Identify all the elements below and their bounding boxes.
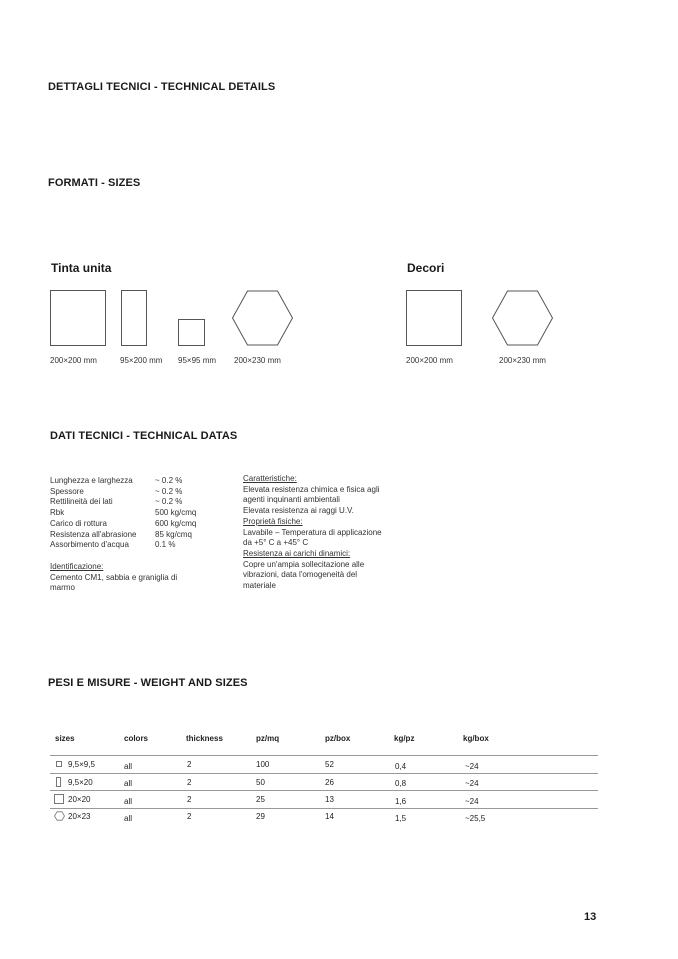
feature-line: agenti inquinanti ambientali [243, 495, 340, 505]
rectangle-95x200-shape [121, 290, 147, 346]
spec-label: Assorbimento d'acqua [50, 540, 129, 550]
cell-colors: all [124, 814, 133, 823]
hexagon-200x230-shape [231, 290, 294, 346]
format-label-3: 95×95 mm [178, 356, 217, 365]
feature-line: Elevata resistenza ai raggi U.V. [243, 506, 354, 516]
cell-kg-pz: 1,6 [395, 797, 407, 806]
cell-pz-box: 13 [325, 795, 334, 804]
cell-kg-pz: 0,4 [395, 762, 407, 771]
identification-block [50, 562, 230, 594]
cell-kg-box: ~24 [465, 779, 479, 788]
cell-size: 20×23 [68, 812, 91, 821]
cell-pz-mq: 50 [256, 778, 265, 787]
cell-colors: all [124, 797, 133, 806]
col-header-colors: colors [124, 734, 149, 743]
cell-thickness: 2 [187, 778, 192, 787]
cell-pz-box: 26 [325, 778, 334, 787]
square-icon [54, 794, 64, 804]
decor-hexagon-200x230-shape [491, 290, 554, 346]
format-label-1: 200×200 mm [50, 356, 97, 365]
cell-thickness: 2 [187, 812, 192, 821]
cell-size: 20×20 [68, 795, 91, 804]
feature-line: Copre un'ampia sollecitazione alle [243, 559, 365, 569]
cell-pz-box: 52 [325, 760, 334, 769]
cell-kg-box: ~24 [465, 762, 479, 771]
cell-kg-pz: 0,8 [395, 779, 407, 788]
feature-line: da +5° C a +45° C [243, 538, 309, 548]
square-200-shape [50, 290, 106, 346]
spec-value: ~ 0.2 % [155, 486, 183, 496]
small-square-icon [56, 761, 62, 767]
identification-line: Cemento CM1, sabbia e graniglia di [50, 572, 178, 582]
solid-color-label: Tinta unita [51, 261, 112, 275]
page-number: 13 [584, 911, 597, 923]
cell-kg-box: ~24 [465, 797, 479, 806]
spec-value: ~ 0.2 % [155, 497, 183, 507]
decor-square-200-shape [406, 290, 462, 346]
physical-properties-title: Proprietà fisiche: [243, 516, 303, 526]
feature-line: Elevata resistenza chimica e fisica agli [243, 484, 380, 494]
spec-value: 500 kg/cmq [155, 508, 197, 518]
cell-size: 9,5×9,5 [68, 760, 95, 769]
spec-value: 0.1 % [155, 540, 176, 550]
col-header-pz-box: pz/box [325, 734, 351, 743]
col-header-thickness: thickness [186, 734, 223, 743]
decor-label: Decori [407, 261, 445, 275]
cell-kg-pz: 1,5 [395, 814, 407, 823]
cell-colors: all [124, 762, 133, 771]
table-divider [50, 773, 598, 774]
page-title: DETTAGLI TECNICI - TECHNICAL DETAILS [48, 81, 276, 93]
square-95-shape [178, 319, 205, 346]
cell-pz-mq: 29 [256, 812, 265, 821]
features-block [243, 474, 443, 592]
spec-value: 600 kg/cmq [155, 518, 197, 528]
spec-value: 85 kg/cmq [155, 529, 192, 539]
spec-table [50, 476, 240, 556]
col-header-sizes: sizes [55, 734, 75, 743]
hexagon-icon [54, 811, 65, 821]
col-header-kg-pz: kg/pz [394, 734, 415, 743]
decor-format-label-1: 200×200 mm [406, 356, 453, 365]
dynamic-loads-title: Resistenza ai carichi dinamici: [243, 548, 351, 558]
decor-format-label-2: 200×230 mm [499, 356, 546, 365]
spec-label: Resistenza all'abrasione [50, 529, 137, 539]
cell-pz-mq: 25 [256, 795, 265, 804]
weights-section-title: PESI E MISURE - WEIGHT AND SIZES [48, 677, 248, 689]
spec-label: Rbk [50, 508, 65, 518]
spec-label: Carico di rottura [50, 518, 107, 528]
feature-line: Lavabile – Temperatura di applicazione [243, 527, 382, 537]
sizes-section-title: FORMATI - SIZES [48, 177, 141, 189]
feature-line: materiale [243, 581, 276, 591]
identification-line: marmo [50, 583, 75, 593]
rectangle-icon [56, 777, 61, 787]
feature-line: vibrazioni, data l'omogeneità del [243, 570, 358, 580]
col-header-pz-mq: pz/mq [256, 734, 280, 743]
cell-colors: all [124, 779, 133, 788]
spec-label: Spessore [50, 486, 84, 496]
spec-label: Lunghezza e larghezza [50, 476, 133, 485]
table-divider [50, 790, 598, 791]
table-divider [50, 808, 598, 809]
tech-section-title: DATI TECNICI - TECHNICAL DATAS [50, 430, 238, 442]
cell-pz-mq: 100 [256, 760, 270, 769]
spec-label: Rettilineità dei lati [50, 497, 113, 507]
format-label-2: 95×200 mm [120, 356, 163, 365]
identification-title: Identificazione: [50, 562, 104, 571]
cell-size: 9,5×20 [68, 778, 93, 787]
cell-thickness: 2 [187, 760, 192, 769]
cell-thickness: 2 [187, 795, 192, 804]
format-label-4: 200×230 mm [234, 356, 281, 365]
cell-pz-box: 14 [325, 812, 334, 821]
cell-kg-box: ~25,5 [465, 814, 486, 823]
table-divider [50, 755, 598, 756]
col-header-kg-box: kg/box [463, 734, 489, 743]
features-title: Caratteristiche: [243, 474, 297, 483]
spec-value: ~ 0.2 % [155, 476, 183, 485]
